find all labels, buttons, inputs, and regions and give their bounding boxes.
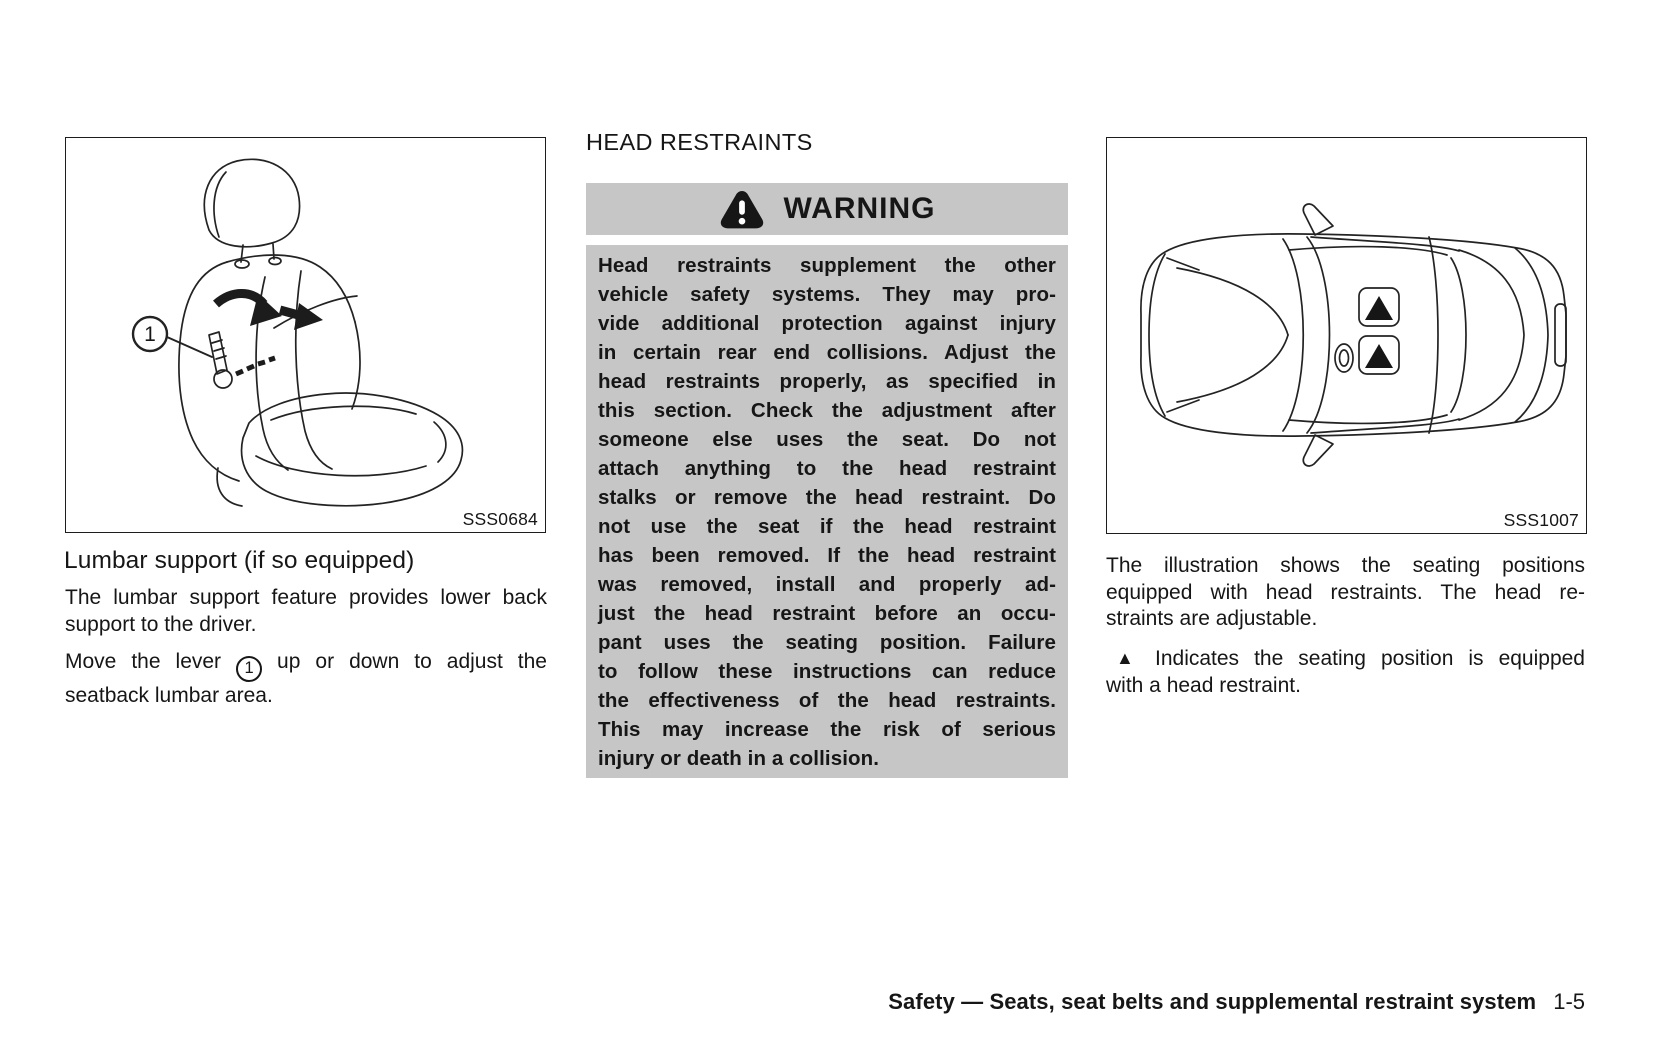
- text-line: support to the driver.: [65, 613, 257, 636]
- text-line: the effectiveness of the head restraints.: [598, 689, 1056, 712]
- footer-section-title: Safety — Seats, seat belts and supplemental restraint system: [888, 989, 1537, 1014]
- text-line: with a head restraint.: [1106, 674, 1301, 697]
- lumbar-support-heading: Lumbar support (if so equipped): [64, 547, 415, 574]
- warning-body: [586, 245, 1068, 778]
- text-line: this section. Check the adjustment after: [598, 399, 1056, 422]
- warning-triangle-icon: [719, 188, 765, 230]
- text-line: injury or death in a collision.: [598, 747, 880, 770]
- text-line: vide additional protection against injury: [598, 312, 1056, 335]
- text-line: This may increase the risk of serious: [598, 718, 1056, 741]
- lumbar-lever-paragraph: [65, 648, 547, 709]
- steering-wheel: [1335, 344, 1353, 372]
- figure-lumbar-support: [65, 137, 546, 533]
- cushion-outline: [242, 393, 463, 506]
- text-line: in certain rear end collisions. Adjust the: [598, 341, 1056, 364]
- text-line: not use the seat if the head restraint: [598, 515, 1056, 538]
- circled-1-marker: 1: [236, 656, 262, 682]
- text-line: [1106, 645, 1585, 672]
- seating-positions-paragraph: [1106, 553, 1585, 633]
- straight-arrow-head: [294, 303, 323, 330]
- text-line: pant uses the seating position. Failure: [598, 631, 1056, 654]
- side-mirror-left: [1303, 204, 1333, 235]
- figure-head-restraint-positions: [1106, 137, 1587, 534]
- callout-1-label: 1: [144, 323, 156, 346]
- motion-arrows: [216, 294, 323, 375]
- text-segment: Indicates the seating position is equipped: [1155, 647, 1585, 670]
- head-restraint-triangle-icon: [1365, 344, 1393, 368]
- text-line: Head restraints supplement the other: [598, 254, 1056, 277]
- windshield: [1307, 237, 1330, 433]
- triangle-bullet-icon: ▲: [1116, 648, 1143, 668]
- lumbar-support-paragraph: [65, 584, 547, 638]
- text-line: stalks or remove the head restraint. Do: [598, 486, 1056, 509]
- footer-page-number: 1-5: [1553, 989, 1585, 1014]
- text-line: seatback lumbar area.: [65, 684, 273, 707]
- page-footer: [700, 989, 1585, 1015]
- text-line: vehicle safety systems. They may pro-: [598, 283, 1056, 306]
- side-mirror-right: [1303, 435, 1333, 466]
- text-segment: up or down to adjust the: [277, 650, 547, 673]
- text-line: has been removed. If the head restraint: [598, 544, 1056, 567]
- head-restraints-heading: HEAD RESTRAINTS: [586, 129, 813, 155]
- text-line: straints are adjustable.: [1106, 607, 1318, 630]
- text-line: head restraints properly, as specified in: [598, 370, 1056, 393]
- text-line: The illustration shows the seating positions: [1106, 554, 1585, 577]
- car-top-view-illustration: [1107, 138, 1586, 533]
- text-line: just the head restraint before an occu-: [598, 602, 1056, 625]
- text-line: to follow these instructions can reduce: [598, 660, 1056, 683]
- text-line: was removed, install and properly ad-: [598, 573, 1056, 596]
- text-line: [65, 648, 547, 682]
- text-segment: Move the lever: [65, 650, 222, 673]
- figure-caption: SSS1007: [1503, 510, 1579, 530]
- text-line: The lumbar support feature provides lower back: [65, 586, 547, 609]
- text-line: equipped with head restraints. The head re-: [1106, 580, 1585, 604]
- text-line: attach anything to the head restraint: [598, 457, 1056, 480]
- seat-illustration: [66, 138, 545, 532]
- warning-title: WARNING: [783, 192, 936, 225]
- triangle-legend-paragraph: [1106, 645, 1585, 699]
- text-line: someone else uses the seat. Do not: [598, 428, 1056, 451]
- lumbar-lever: [209, 332, 227, 374]
- car-body-outline: [1141, 234, 1566, 436]
- warning-header: [586, 183, 1068, 235]
- head-restraint-triangle-icon: [1365, 296, 1393, 320]
- rear-window: [1451, 258, 1466, 412]
- figure-caption: SSS0684: [462, 509, 538, 529]
